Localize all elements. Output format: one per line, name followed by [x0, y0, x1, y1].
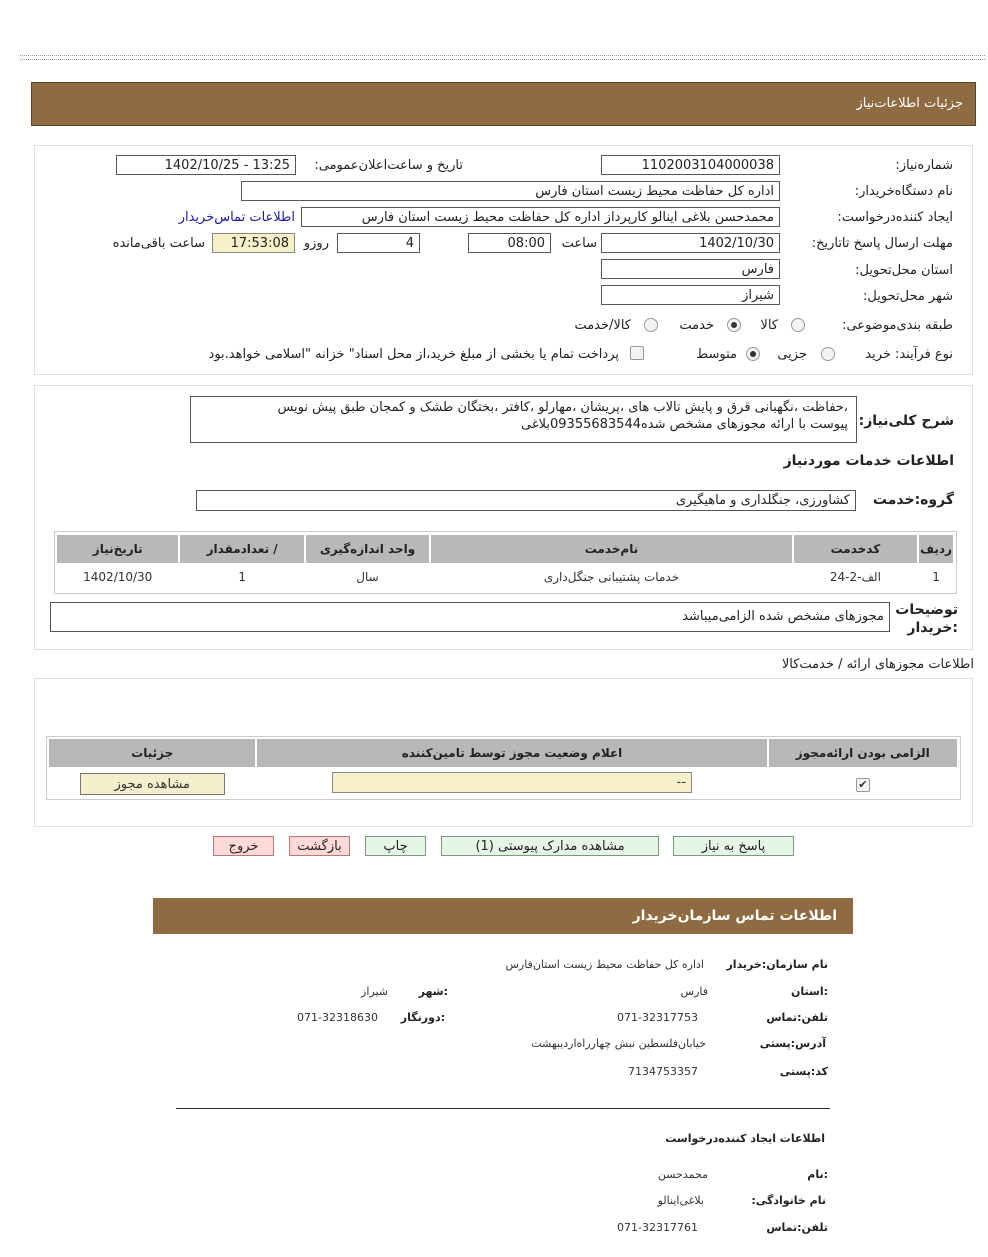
description-field	[190, 396, 857, 443]
process-small-radio[interactable]	[821, 347, 835, 361]
creator-name-label: :نام	[807, 1168, 828, 1181]
creator-label: ایجاد کننده‌درخواست:	[837, 210, 953, 225]
creator-phone-label: تلفن‌:تماس	[766, 1221, 828, 1234]
permit-status-field[interactable]: --	[332, 772, 692, 793]
buyer-label: نام دستگاه‌خریدار:	[854, 184, 953, 199]
buyer-field: اداره کل حفاظت محیط زیست استان فارس	[241, 181, 780, 201]
fax-label: :دورنگار	[400, 1011, 445, 1024]
permits-table	[47, 737, 959, 801]
cell-unit: سال	[356, 570, 379, 584]
category-goods-radio[interactable]	[791, 318, 805, 332]
deadline-label: مهلت ارسال پاسخ تا‌تاریخ:	[811, 236, 953, 251]
col-code: کدخدمت	[794, 535, 917, 563]
description-label: شرح کلی‌نیاز:	[858, 413, 954, 429]
col-details: جزئیات	[49, 739, 255, 767]
category-service-label: خدمت	[679, 318, 714, 333]
need-number-label: شماره‌نیاز:	[895, 158, 953, 173]
phone-value: 071-32317753	[617, 1011, 698, 1024]
col-unit: واحد اندازه‌گیری	[306, 535, 429, 563]
buyer-notes-label-2: :خریدار	[907, 620, 958, 636]
top-divider	[20, 55, 985, 60]
page-title: جزئیات اطلاعات‌نیاز	[856, 96, 963, 111]
treasury-payment-note: پرداخت تمام یا بخشی از مبلغ خرید،از محل اسناد" خزانه "اسلامی خواهد.بود	[208, 347, 619, 362]
contact-header	[153, 898, 853, 934]
postal-value: 7134753357	[628, 1065, 698, 1078]
service-group-field: کشاورزی، جنگلداری و ماهیگیری	[196, 490, 856, 511]
services-table	[55, 533, 955, 591]
treasury-payment-checkbox[interactable]	[630, 346, 644, 360]
announce-field: 1402/10/25 - 13:25	[116, 155, 296, 175]
contact-divider	[176, 1108, 830, 1109]
city-label: شهر محل‌تحویل:	[863, 289, 953, 304]
reply-button[interactable]: پاسخ به نیاز	[673, 836, 794, 856]
col-name: نام‌خدمت	[431, 535, 792, 563]
cell-code: الف-2-24	[829, 570, 881, 584]
address-value: خیابان‌فلسطین نبش چهارراه‌اردیبهشت	[531, 1037, 706, 1050]
deadline-date-field: 1402/10/30	[601, 233, 780, 253]
process-medium-label: متوسط	[696, 347, 737, 362]
service-group-label: گروه:خدمت	[872, 492, 954, 508]
permits-title: اطلاعات مجوزهای ارائه / خدمت‌کالا	[781, 657, 974, 672]
page-header	[31, 82, 976, 126]
cell-row: 1	[932, 570, 940, 584]
contact-city-value: شیراز	[361, 985, 388, 998]
view-permit-button[interactable]: مشاهده مجوز	[80, 773, 225, 795]
postal-label: کد‌:پستی	[779, 1065, 828, 1078]
creator-family-value: بلاغی‌اینالو	[657, 1194, 704, 1207]
exit-button[interactable]: خروج	[213, 836, 274, 856]
view-documents-button[interactable]: مشاهده مدارک پیوستی (1)	[441, 836, 659, 856]
process-small-label: جزیی	[777, 347, 807, 362]
category-goods-label: کالا	[760, 318, 778, 333]
services-table-header	[57, 535, 953, 563]
category-both-radio[interactable]	[644, 318, 658, 332]
cell-name: خدمات پشتیبانی جنگل‌داری	[543, 570, 680, 584]
address-label: آدرس‌:پستی	[759, 1037, 826, 1050]
back-button[interactable]: بازگشت	[289, 836, 350, 856]
table-row	[49, 769, 957, 799]
creator-family-label: نام خانوادگی:	[751, 1194, 826, 1207]
contact-title: اطلاعات تماس سازمان‌خریدار	[632, 908, 837, 924]
col-row: ردیف	[919, 535, 953, 563]
creator-phone-value: 071-32317761	[617, 1221, 698, 1234]
buyer-contact-link[interactable]: اطلاعات تماس‌خریدار	[178, 210, 295, 225]
deadline-time-field: 08:00	[468, 233, 551, 253]
need-info-panel	[34, 145, 973, 375]
required-checkbox[interactable]: ✔	[856, 778, 870, 792]
process-label: نوع فرآیند: خرید	[865, 347, 953, 362]
description-line-2: پیوست با ارائه مجوزهای مشخص شده09355683544بلاغی	[521, 417, 848, 432]
buyer-notes-field: مجوزهای مشخص شده الزامی‌میباشد	[50, 602, 890, 632]
creator-info-title: اطلاعات ایجاد کننده‌درخواست	[665, 1132, 825, 1145]
contact-city-label: :شهر	[418, 985, 448, 998]
need-number-field: 1102003104000038	[601, 155, 780, 175]
org-value: اداره کل حفاظت محیط زیست استان‌فارس	[505, 958, 704, 971]
category-both-label: کالا/خدمت	[574, 318, 631, 333]
deadline-time-label: ساعت	[561, 236, 597, 251]
days-field: 4	[337, 233, 420, 253]
category-service-radio[interactable]	[727, 318, 741, 332]
fax-value: 071-32318630	[297, 1011, 378, 1024]
cell-date: 1402/10/30	[83, 570, 153, 584]
creator-name-value: محمدحسن	[657, 1168, 708, 1181]
col-qty: / تعدادمقدار	[180, 535, 303, 563]
phone-label: تلفن‌:تماس	[766, 1011, 828, 1024]
province-field: فارس	[601, 259, 780, 279]
permits-table-header	[49, 739, 957, 767]
city-field: شیراز	[601, 285, 780, 305]
col-required: الزامی بودن ارائه‌مجوز	[769, 739, 957, 767]
org-label: نام سازمان‌:خریدار	[726, 958, 828, 971]
buyer-notes-label-1: توضیحات	[895, 602, 958, 618]
remaining-time-field: 17:53:08	[212, 233, 295, 253]
province-label: استان محل‌تحویل:	[855, 263, 953, 278]
days-label: روزو	[303, 236, 329, 251]
contact-province-value: فارس	[680, 985, 708, 998]
category-label: طبقه بندی‌موضوعی:	[842, 318, 953, 333]
cell-qty: 1	[238, 570, 246, 584]
cell-status	[257, 769, 766, 799]
services-title: اطلاعات خدمات موردنیاز	[783, 453, 954, 469]
col-date: تاریخ‌نیاز	[57, 535, 178, 563]
description-line-1: ،حفاظت ،نگهبانی قرق و پایش تالاب های ،پریشان ،مهارلو ،کافتر ،بختگان طشک و کمجان طبق پیش نویس	[277, 400, 848, 415]
creator-field: محمدحسن بلاغی اینالو کارپرداز اداره کل حفاظت محیط زیست استان فارس	[301, 207, 780, 227]
cell-required	[769, 769, 957, 799]
announce-label: تاریخ و ساعت‌اعلان‌عمومی:	[314, 158, 463, 173]
contact-province-label: :استان	[791, 985, 828, 998]
print-button[interactable]: چاپ	[365, 836, 426, 856]
process-medium-radio[interactable]	[746, 347, 760, 361]
table-row	[57, 565, 953, 589]
cell-details	[49, 769, 255, 799]
col-status: اعلام وضعیت مجوز توسط تامین‌کننده	[257, 739, 766, 767]
remaining-label: ساعت باقی‌مانده	[112, 236, 205, 251]
buyer-notes-label	[895, 601, 958, 637]
